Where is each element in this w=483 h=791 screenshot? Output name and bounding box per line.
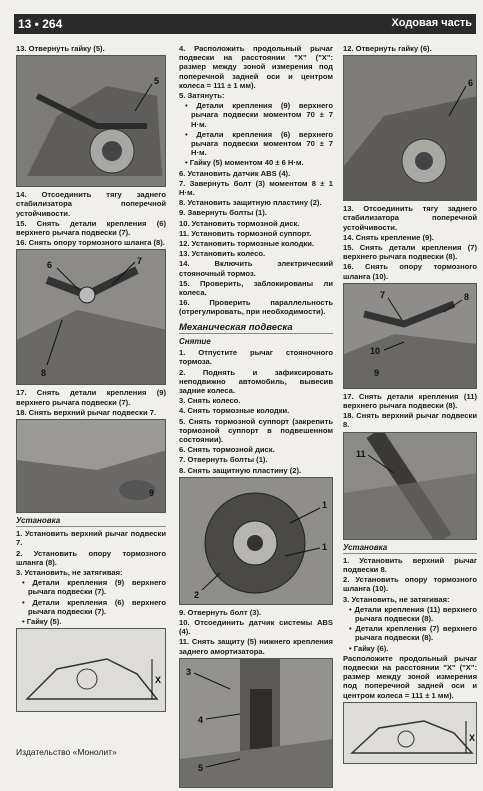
step-text: 11. Установить тормозной суппорт.	[179, 228, 312, 238]
diagram-figure	[343, 702, 477, 764]
step-text: 15. Снять детали крепления (6) верхнего рычага подвески (7).	[16, 218, 166, 238]
step-text: 3. Установить, не затягивая:	[343, 594, 450, 604]
photo-figure	[16, 249, 166, 385]
photo-figure	[343, 283, 477, 389]
step-text: 1. Установить верхний рычаг подвески 8.	[343, 555, 477, 575]
callout-label: 9	[149, 488, 155, 499]
callout-label: 1	[322, 541, 328, 552]
page-header	[14, 14, 476, 34]
callout-label: 8	[41, 368, 47, 379]
callout-label: 8	[464, 291, 470, 302]
step-text: 1. Установить верхний рычаг подвески 7.	[16, 529, 166, 548]
page-number: 13 • 264	[18, 17, 63, 31]
step-text: 14. Отсоединить тягу заднего стабилизатора поперечной устойчивости.	[16, 190, 166, 218]
step-text: 9. Отвернуть болт (3).	[179, 607, 262, 617]
step-text: 13. Отвернуть гайку (5).	[16, 44, 105, 53]
callout-label: 6	[47, 260, 53, 271]
step-text: 2. Поднять и зафиксировать неподвижно автомобиль, вывесив задние колеса.	[179, 367, 333, 395]
callout-label: X	[469, 732, 476, 743]
column-right	[343, 44, 477, 767]
step-text: 8. Установить защитную пластину (2).	[179, 198, 322, 208]
step-text: 16. Проверить параллельность (отрегулировать, при необходимости).	[179, 298, 333, 317]
step-text: 18. Снять верхний рычаг подвески 8.	[343, 411, 477, 430]
section-heading: Установка	[343, 543, 477, 554]
step-bullet: • Детали крепления (6) верхнего рычага подвески моментом 70 ± 7 Н·м.	[185, 129, 333, 158]
step-text: Расположите продольный рычаг подвески на расстоянии "X" ("X": размер между зоной измерения под поперечной задней оси и центром колеса = 111 ± 1 мм).	[343, 653, 477, 700]
step-text: 12. Отвернуть гайку (6).	[343, 44, 432, 53]
step-text: 18. Снять верхний рычаг подвески 7.	[16, 407, 157, 417]
step-text: 11. Снять защиту (5) нижнего крепления заднего амортизатора.	[179, 637, 333, 656]
step-text: 17. Снять детали крепления (9) верхнего рычага подвески (7).	[16, 388, 166, 407]
step-text: 9. Завернуть болты (1).	[179, 208, 267, 218]
step-text: 12. Установить тормозные колодки.	[179, 239, 314, 249]
step-text: 17. Снять детали крепления (11) верхнего рычага подвески (8).	[343, 391, 477, 411]
publisher-footer: Издательство «Монолит»	[16, 747, 117, 757]
callout-label: 4	[198, 714, 204, 725]
step-text: 7. Завернуть болт (3) моментом 8 ± 1 Н·м.	[179, 178, 333, 198]
callout-label: 5	[198, 762, 204, 773]
step-text: 1. Отпустите рычаг стояночного тормоза.	[179, 348, 333, 367]
step-text: 5. Снять тормозной суппорт (закрепить тормозной суппорт в подвешенном состоянии).	[179, 416, 333, 444]
step-text: 10. Отсоединить датчик системы ABS (4).	[179, 617, 333, 637]
step-text: 4. Расположить продольный рычаг подвески на расстоянии "X" ("X": размер между зоной измерения под поперечной задней оси и центром колеса = 111 ± 1 мм).	[179, 44, 333, 90]
step-text: 15. Проверить, заблокированы ли колеса.	[179, 278, 333, 298]
column-left	[16, 44, 166, 715]
step-text: 14. Снять крепление (9).	[343, 232, 434, 242]
section-heading: Установка	[16, 516, 166, 527]
diagram-figure	[16, 628, 166, 712]
callout-label: 10	[370, 345, 381, 356]
callout-label: 11	[356, 448, 366, 459]
callout-label: 6	[468, 78, 474, 89]
step-text: 8. Снять защитную пластину (2).	[179, 465, 302, 475]
step-bullet: • Детали крепления (6) верхнего рычага подвески (7).	[22, 597, 166, 616]
photo-figure	[16, 55, 166, 187]
step-text: 3. Снять колесо.	[179, 396, 241, 406]
photo-figure	[343, 55, 477, 201]
photo-figure	[179, 658, 333, 788]
callout-label: 7	[380, 289, 386, 300]
photo-figure	[343, 432, 477, 540]
step-text: 5. Затянуть:	[179, 91, 225, 101]
step-bullet: • Детали крепления (11) верхнего рычага подвески (8).	[349, 604, 477, 624]
callout-label: 5	[154, 76, 160, 87]
step-bullet: • Гайку (5).	[22, 617, 62, 627]
step-bullet: • Детали крепления (9) верхнего рычага подвески (7).	[22, 578, 166, 597]
callout-label: 3	[186, 666, 192, 677]
step-text: 6. Снять тормозной диск.	[179, 445, 275, 455]
step-text: 15. Снять детали крепления (7) верхнего рычага подвески (8).	[343, 243, 477, 262]
step-text: 2. Установить опору тормозного шланга (10).	[343, 575, 477, 594]
step-text: 2. Установить опору тормозного шланга (8).	[16, 548, 166, 567]
callout-label: 9	[374, 367, 380, 378]
callout-label: X	[155, 675, 162, 686]
callout-label: 1	[322, 499, 328, 510]
step-text: 13. Установить колесо.	[179, 249, 266, 259]
step-bullet: • Детали крепления (7) верхнего рычага подвески (8).	[349, 624, 477, 643]
section-heading: Механическая подвеска	[179, 323, 333, 334]
step-text: 4. Снять тормозные колодки.	[179, 406, 290, 416]
section-title: Ходовая часть	[391, 17, 472, 29]
subsection-heading: Снятие	[179, 336, 211, 346]
photo-figure	[16, 419, 166, 513]
column-middle	[179, 44, 333, 791]
step-text: 10. Установить тормозной диск.	[179, 218, 300, 228]
step-bullet: • Гайку (5) моментом 40 ± 6 Н·м.	[185, 158, 304, 168]
step-bullet: • Гайку (6).	[349, 643, 389, 653]
step-text: 14. Включить электрический стояночный тормоз.	[179, 259, 333, 278]
step-text: 3. Установить, не затягивая:	[16, 568, 123, 578]
callout-label: 2	[194, 589, 200, 600]
step-text: 16. Снять опору тормозного шланга (10).	[343, 262, 477, 281]
step-bullet: • Детали крепления (9) верхнего рычага подвески моментом 70 ± 7 Н·м.	[185, 101, 333, 129]
step-text: 13. Отсоединить тягу заднего стабилизатора поперечной устойчивости.	[343, 204, 477, 232]
photo-figure	[179, 477, 333, 605]
callout-label: 7	[137, 256, 143, 267]
step-text: 7. Отвернуть болты (1).	[179, 455, 268, 465]
step-text: 16. Снять опору тормозного шланга (8).	[16, 238, 165, 248]
step-text: 6. Установить датчик ABS (4).	[179, 168, 291, 178]
